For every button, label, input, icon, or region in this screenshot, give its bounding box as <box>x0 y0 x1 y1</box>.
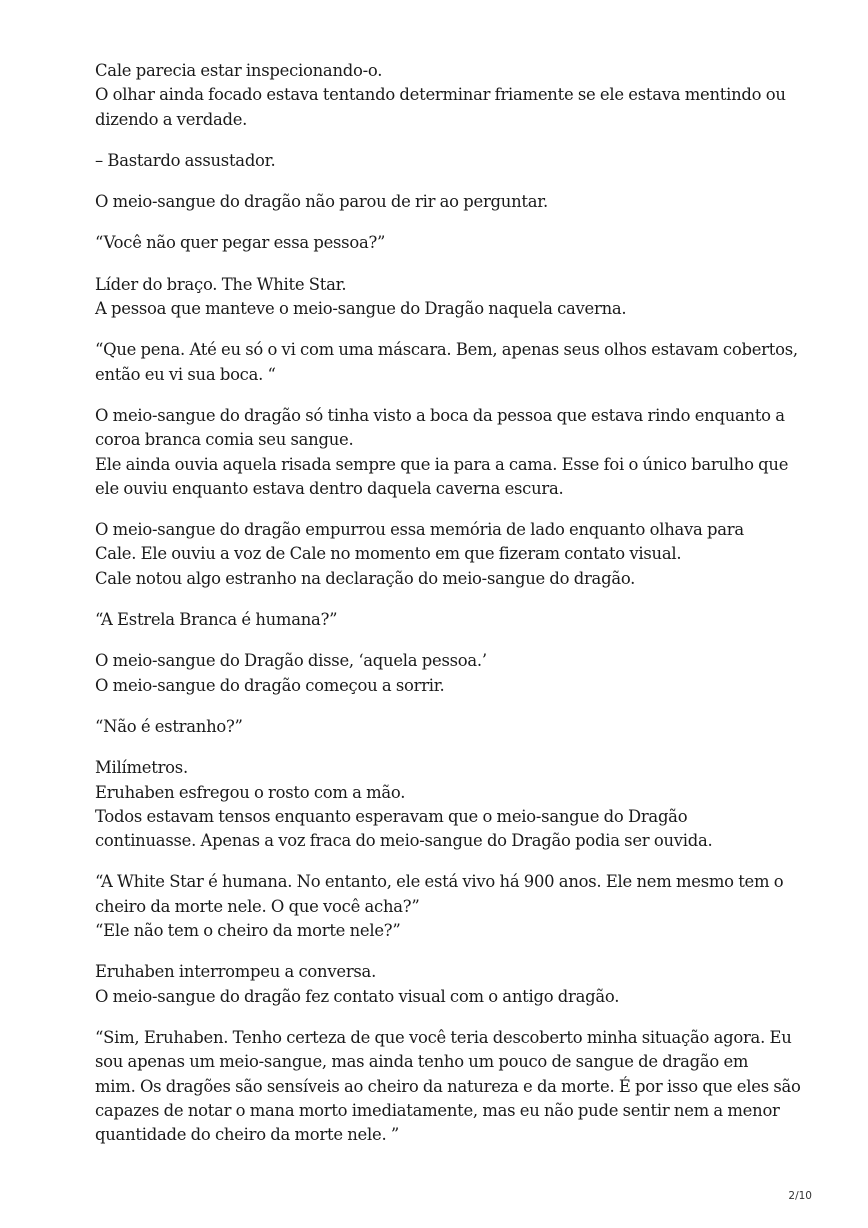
paragraph-14 <box>95 960 785 1009</box>
text-line: O meio-sangue do dragão empurrou essa memória de lado enquanto olhava para <box>95 520 744 540</box>
text-line: dizendo a verdade. <box>95 109 248 129</box>
text-line: então eu vi sua boca. “ <box>95 364 276 384</box>
paragraph-12 <box>95 756 785 853</box>
text-line: quantidade do cheiro da morte nele. ” <box>95 1125 399 1145</box>
text-line: continuasse. Apenas a voz fraca do meio-sangue do Dragão podia ser ouvida. <box>95 831 713 851</box>
text-line: O meio-sangue do dragão fez contato visual com o antigo dragão. <box>95 986 620 1006</box>
text-line: Líder do braço. The White Star. <box>95 274 347 294</box>
text-line: cheiro da morte nele. O que você acha?” <box>95 896 420 916</box>
text-line: coroa branca comia seu sangue. <box>95 430 354 450</box>
text-line: “Que pena. Até eu só o vi com uma máscara. Bem, apenas seus olhos estavam cobertos, <box>95 340 798 360</box>
text-line: O meio-sangue do dragão só tinha visto a boca da pessoa que estava rindo enquanto a <box>95 405 785 425</box>
paragraph-3 <box>95 190 785 214</box>
text-line: “Não é estranho?” <box>95 716 243 736</box>
page-number: 2/10 <box>788 1190 812 1202</box>
paragraph-5 <box>95 273 785 322</box>
paragraph-1 <box>95 59 785 132</box>
text-line: O meio-sangue do Dragão disse, ‘aquela pessoa.’ <box>95 651 487 671</box>
text-line: Todos estavam tensos enquanto esperavam que o meio-sangue do Dragão <box>95 806 688 826</box>
paragraph-9 <box>95 608 785 632</box>
paragraph-15 <box>95 1026 801 1147</box>
text-line: ele ouviu enquanto estava dentro daquela caverna escura. <box>95 478 564 498</box>
paragraph-8 <box>95 518 785 591</box>
text-line: Eruhaben interrompeu a conversa. <box>95 962 377 982</box>
text-line: “A Estrela Branca é humana?” <box>95 610 338 630</box>
text-line: – Bastardo assustador. <box>95 150 276 170</box>
text-line: Cale. Ele ouviu a voz de Cale no momento em que fizeram contato visual. <box>95 544 682 564</box>
text-line: sou apenas um meio-sangue, mas ainda tenho um pouco de sangue de dragão em <box>95 1052 749 1072</box>
paragraph-4 <box>95 231 785 255</box>
text-line: “Você não quer pegar essa pessoa?” <box>95 233 386 253</box>
text-line: Milímetros. <box>95 758 188 778</box>
paragraph-7 <box>95 404 789 501</box>
text-line: capazes de notar o mana morto imediatamente, mas eu não pude sentir nem a menor <box>95 1100 780 1120</box>
text-line: A pessoa que manteve o meio-sangue do Dragão naquela caverna. <box>95 299 627 319</box>
text-line: Cale parecia estar inspecionando-o. <box>95 61 383 80</box>
paragraph-11 <box>95 715 785 739</box>
text-line: Cale notou algo estranho na declaração do meio-sangue do dragão. <box>95 568 636 588</box>
text-line: “Sim, Eruhaben. Tenho certeza de que você teria descoberto minha situação agora. Eu <box>95 1027 792 1047</box>
text-line: “Ele não tem o cheiro da morte nele?” <box>95 921 401 941</box>
text-line: O meio-sangue do dragão não parou de rir ao perguntar. <box>95 192 548 212</box>
paragraph-10 <box>95 649 785 698</box>
text-line: O olhar ainda focado estava tentando determinar friamente se ele estava mentindo ou <box>95 85 786 105</box>
paragraph-6 <box>95 338 798 387</box>
text-line: “A White Star é humana. No entanto, ele está vivo há 900 anos. Ele nem mesmo tem o <box>95 872 784 892</box>
text-line: Eruhaben esfregou o rosto com a mão. <box>95 782 406 802</box>
paragraph-13 <box>95 870 785 943</box>
text-line: Ele ainda ouvia aquela risada sempre que ia para a cama. Esse foi o único barulho que <box>95 454 789 474</box>
document-page <box>95 59 801 1164</box>
text-line: mim. Os dragões são sensíveis ao cheiro da natureza e da morte. É por isso que eles são <box>95 1076 801 1096</box>
text-line: O meio-sangue do dragão começou a sorrir. <box>95 675 445 695</box>
paragraph-2 <box>95 149 785 173</box>
